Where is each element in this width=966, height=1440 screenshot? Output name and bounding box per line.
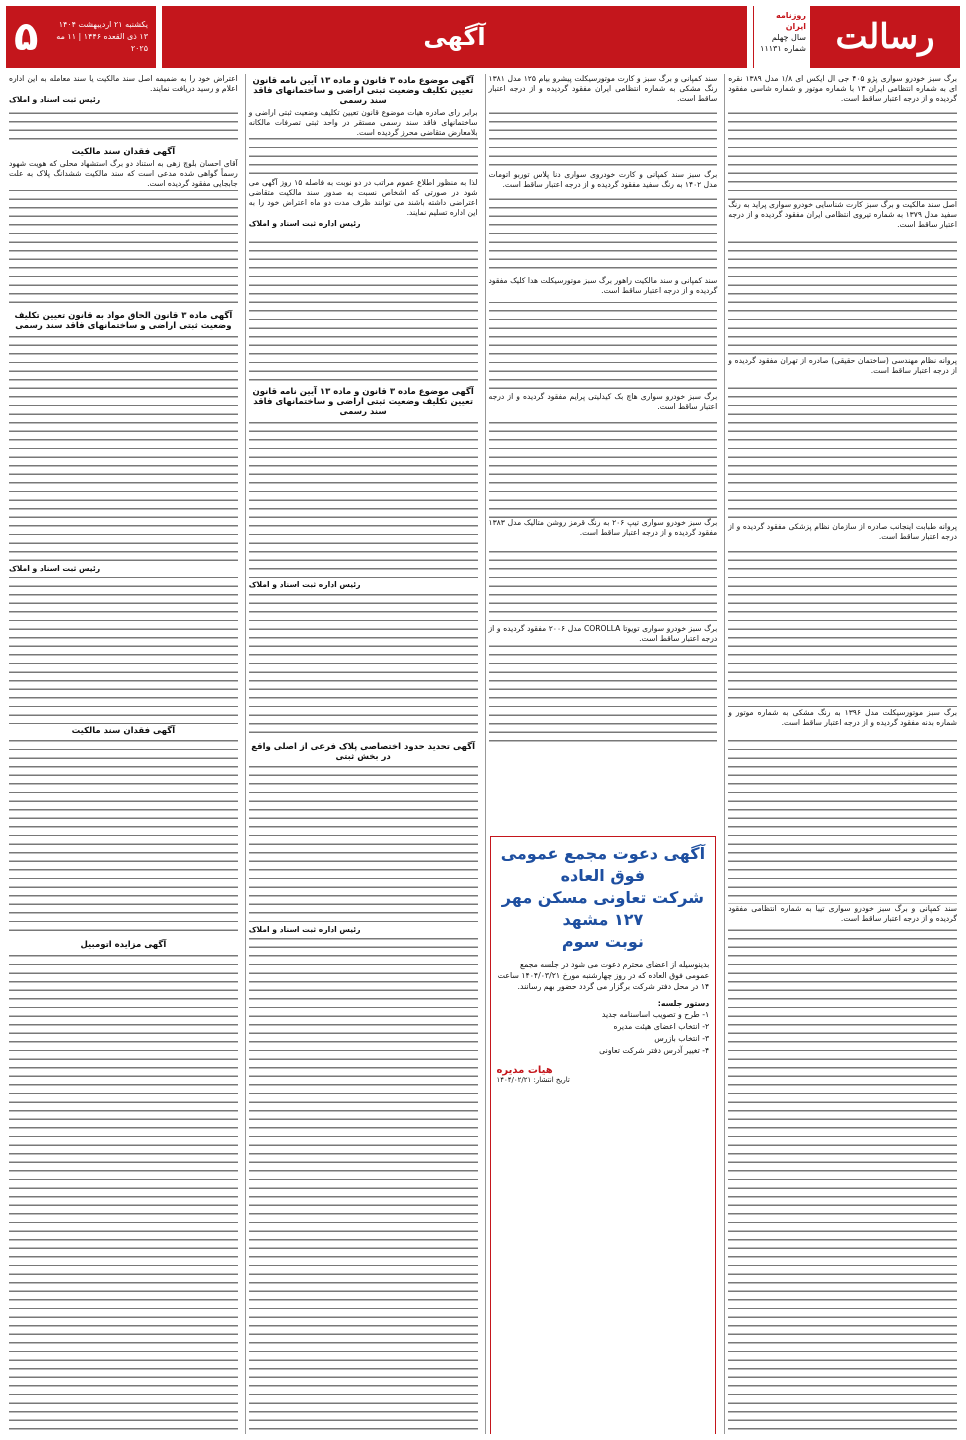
ad-text: برگ سبز خودرو سواری تویوتا COROLLA مدل ۲۰۰۶ مفقود گردیده و از درجه اعتبار ساقط است. <box>488 624 718 643</box>
date-line-2: ۱۳ ذی القعده ۱۴۴۶ | ۱۱ مه ۲۰۲۵ <box>56 32 148 53</box>
ad-text: سند کمپانی و سند مالکیت راهور برگ سبز موتورسیکلت هدا کلیک مفقود گردیده و از درجه اعتبار ساقط است. <box>488 276 718 295</box>
section-label: آگهی <box>423 23 486 51</box>
text-lines <box>728 74 957 1434</box>
separator <box>489 412 718 418</box>
publish-date: تاریخ انتشار: ۱۴۰۴/۰۲/۲۱ <box>496 1076 570 1084</box>
agenda-item: ۲- انتخاب اعضای هیئت مدیره <box>613 1022 710 1031</box>
ad-signature: رئیس اداره ثبت اسناد و املاک <box>249 579 478 590</box>
ad-title: آگهی موضوع ماده ۳ قانون و ماده ۱۳ آیین نامه قانون تعیین تکلیف وضعیت ثبتی اراضی و ساختمانهای فاقد سند رسمی <box>249 74 478 108</box>
ad-signature: رئیس ثبت اسناد و املاک <box>9 563 238 574</box>
agenda-label: دستور جلسه: <box>657 999 710 1008</box>
page-number-box <box>6 6 156 68</box>
ad-text: برگ سبز سند کمپانی و کارت خودروی سواری دنا پلاس توربو اتومات مدل ۱۴۰۲ به رنگ سفید مفقود گردیده و از درجه اعتبار ساقط است. <box>488 170 718 189</box>
ad-title: آگهی فقدان سند مالکیت <box>9 145 238 159</box>
ad-text: برگ سبز خودرو سواری تیپ ۲۰۶ به رنگ قرمز روشن متالیک مدل ۱۳۸۳ مفقود گردیده و از درجه اعتبار ساقط است. <box>488 518 718 537</box>
ad-text: اصل سند مالکیت و برگ سبز کارت شناسایی خودرو سواری پراید به رنگ سفید مدل ۱۳۷۹ به شماره تیروی انتظامی ایران مفقود گردیده و از درجه اعتبار ساقط است. <box>728 200 957 229</box>
agenda-item: ۱- طرح و تصویب اساسنامه جدید <box>601 1010 710 1019</box>
agenda-item: ۴- تغییر آدرس دفتر شرکت تعاونی <box>599 1046 710 1055</box>
page-number: ۵ <box>14 14 39 60</box>
ad-text: لذا به منظور اطلاع عموم مراتب در دو نوبت به فاصله ۱۵ روز آگهی می شود در صورتی که اشخاص نسبت به صدور سند مالکیت متقاضی اعتراضی داشته باشند می توانند ظرف مدت دو ماه اعتراض خود را به این اداره تسلیم نمایند. <box>248 178 478 217</box>
ad-title: آگهی ماده ۳ قانون الحاق مواد به قانون تعیین تکلیف وضعیت ثبتی اراضی و ساختمانهای فاقد سند رسمی <box>9 309 238 333</box>
ad-title: آگهی مزایده اتومبیل <box>9 938 238 952</box>
ad-signature: رئیس اداره ثبت اسناد و املاک <box>249 924 478 935</box>
ad-text: برگ سبز خودرو سواری پژو ۴۰۵ جی ال ایکس ای ۱/۸ مدل ۱۳۸۹ نقره ای به شماره انتظامی ایران ۱۳ با شماره موتور و شماره شاسی مفقود گردیده و از درجه اعتبار ساقط است. <box>728 74 958 103</box>
separator <box>728 376 957 382</box>
notice-title-2: شرکت تعاونی مسکن مهر ۱۲۷ مشهد <box>501 888 704 929</box>
date-block <box>38 19 148 55</box>
issue-info <box>753 6 810 68</box>
agenda-item: ۳- انتخاب بازرس <box>654 1034 710 1043</box>
notice-body: بدینوسیله از اعضای محترم دعوت می شود در جلسه مجمع عمومی فوق العاده که در روز چهارشنبه مورخ ۱۴۰۴/۰۳/۲۱ ساعت ۱۴ در محل دفتر شرکت برگزار می گردد حضور بهم رسانند. <box>497 960 710 991</box>
ad-title: آگهی تحدید حدود اختصاصی پلاک فرعی از اصلی واقع در بخش ثبتی <box>249 740 478 764</box>
ad-text: برابر رای صادره هیات موضوع قانون تعیین تکلیف وضعیت ثبتی اراضی و ساختمانهای فاقد سند رسمی مستقر در واحد ثبتی تصرفات مالکانه بلامعارض متقاضی محرز گردیده است. <box>248 108 478 137</box>
newspaper-logo <box>810 6 960 68</box>
ad-text: برگ سبز خودرو سواری هاچ بک کیدلیتی پرایم مفقود گردیده و از درجه اعتبار ساقط است. <box>488 392 718 411</box>
ad-text: اعتراض خود را به ضمیمه اصل سند مالکیت یا سند معامله به این اداره اعلام و رسید دریافت نمایند. <box>9 74 238 93</box>
column-2 <box>485 74 721 1434</box>
newspaper-label: روزنامه <box>776 11 806 20</box>
separator <box>489 190 718 196</box>
notice-title-3: نوبت سوم <box>561 932 644 951</box>
ad-text: پروانه طبابت اینجانب صادره از سازمان نظام پزشکی مفقود گردیده و از درجه اعتبار ساقط است. <box>728 522 957 541</box>
board-signature: هیات مدیره <box>496 1065 553 1076</box>
separator <box>489 296 718 302</box>
separator <box>728 542 957 548</box>
ad-text: سند کمپانی و برگ سبز خودرو سواری تیبا به شماره انتظامی مفقود گردیده و از درجه اعتبار ساقط است. <box>728 904 957 923</box>
assembly-notice <box>490 836 717 1434</box>
column-3 <box>245 74 481 1434</box>
separator <box>728 104 957 110</box>
ad-title: آگهی فقدان سند مالکیت <box>9 724 238 738</box>
ad-text: آقای احسان بلوچ زهی به استناد دو برگ استشهاد محلی که هویت شهود رسماً گواهی شده مدعی است که سند مالکیت ششدانگ پلاک به علت جابجایی مفقود گردیده است. <box>9 159 238 188</box>
ad-title: آگهی موضوع ماده ۳ قانون و ماده ۱۳ آیین نامه قانون تعیین تکلیف وضعیت ثبتی اراضی و ساختمانهای فاقد سند رسمی <box>249 385 478 419</box>
column-4 <box>6 74 241 1434</box>
issue-label: شماره ۱۱۱۳۱ <box>760 44 806 53</box>
year-label: سال چهلم <box>771 33 806 42</box>
separator <box>489 104 718 110</box>
separator <box>249 229 478 235</box>
agenda-list <box>497 1009 710 1057</box>
country-label: ایران <box>785 22 806 31</box>
ad-signature: رئیس اداره ثبت اسناد و املاک <box>249 218 478 229</box>
logo-text: رسالت <box>835 17 935 57</box>
text-lines <box>9 74 238 1434</box>
page-header <box>6 6 960 68</box>
ad-text: برگ سبز موتورسیکلت مدل ۱۳۹۶ به رنگ مشکی به شماره موتور و شماره بدنه مفقود گردیده و از درجه اعتبار ساقط است. <box>728 708 957 727</box>
separator <box>489 538 718 544</box>
ad-text: پروانه نظام مهندسی (ساختمان حقیقی) صادره از تهران مفقود گردیده و از درجه اعتبار ساقط است. <box>728 356 957 375</box>
ad-text: سند کمپانی و برگ سبز و کارت موتورسیکلت پیشرو بیام ۱۲۵ مدل ۱۳۸۱ رنگ مشکی به شماره انتظامی ایران مفقود گردیده و از درجه اعتبار ساقط است. <box>488 74 718 103</box>
notice-title-1: آگهی دعوت مجمع عمومی فوق العاده <box>500 844 706 885</box>
column-1 <box>724 74 960 1434</box>
section-title <box>162 6 747 68</box>
ad-signature: رئیس ثبت اسناد و املاک <box>9 94 238 105</box>
columns <box>6 74 960 1434</box>
separator <box>728 230 957 236</box>
separator <box>728 728 957 734</box>
date-line-1: یکشنبه ۲۱ اردیبهشت ۱۴۰۴ <box>58 20 148 29</box>
